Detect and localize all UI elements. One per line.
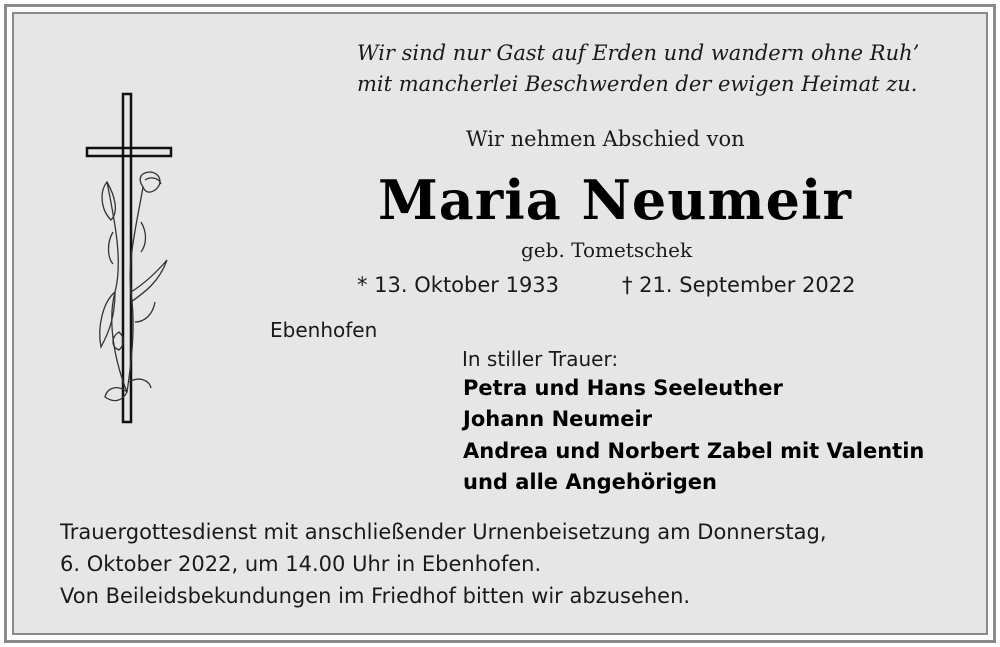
poem-line-1: Wir sind nur Gast auf Erden und wandern ohne Ruh’ xyxy=(357,41,920,65)
birth-name: geb. Tometschek xyxy=(521,238,693,262)
service-line-2: 6. Oktober 2022, um 14.00 Uhr in Ebenhofen. xyxy=(60,552,542,576)
mourner-name: und alle Angehörigen xyxy=(463,470,717,494)
service-line-3: Von Beileidsbekundungen im Friedhof bitten wir abzusehen. xyxy=(60,584,691,608)
poem-line-2: mit mancherlei Beschwerden der ewigen Heimat zu. xyxy=(357,72,918,96)
mourner-name: Johann Neumeir xyxy=(463,407,653,431)
death-date: † 21. September 2022 xyxy=(622,273,856,297)
mourners-label: In stiller Trauer: xyxy=(462,347,619,371)
service-line-1: Trauergottesdienst mit anschließender Urnenbeisetzung am Donnerstag, xyxy=(60,520,827,544)
mourner-name: Petra und Hans Seeleuther xyxy=(463,376,783,400)
service-info xyxy=(60,516,827,612)
cross-with-lily-icon xyxy=(85,92,175,427)
deceased-name: Maria Neumeir xyxy=(378,168,852,232)
hometown: Ebenhofen xyxy=(270,318,378,342)
farewell-intro: Wir nehmen Abschied von xyxy=(466,127,745,151)
mourner-name: Andrea und Norbert Zabel mit Valentin xyxy=(463,439,925,463)
birth-date: * 13. Oktober 1933 xyxy=(357,273,560,297)
poem-quote xyxy=(357,38,919,100)
